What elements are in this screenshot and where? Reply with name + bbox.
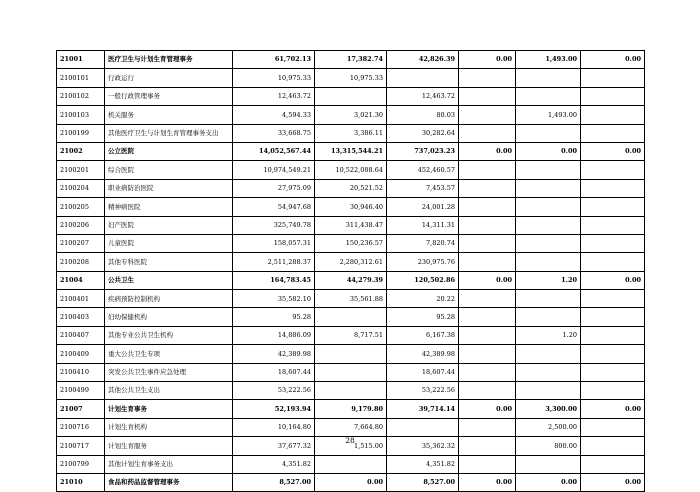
cell-col5: 1,493.00 [516, 51, 581, 69]
cell-col3 [387, 69, 459, 87]
cell-col6 [581, 345, 645, 363]
cell-name: 其他专科医院 [105, 253, 233, 271]
cell-col6 [581, 106, 645, 124]
cell-col6 [581, 198, 645, 216]
cell-col5: 1.20 [516, 326, 581, 344]
cell-col2 [315, 363, 387, 381]
cell-code: 2100103 [57, 106, 105, 124]
table-row [57, 142, 645, 160]
cell-code: 2100205 [57, 198, 105, 216]
cell-code: 2100403 [57, 308, 105, 326]
cell-col3: 24,001.28 [387, 198, 459, 216]
table-row [57, 473, 645, 491]
cell-total: 10,164.80 [233, 418, 315, 436]
cell-col6 [581, 363, 645, 381]
cell-code: 21010 [57, 473, 105, 491]
cell-col4 [459, 161, 516, 179]
cell-total: 33,668.75 [233, 124, 315, 142]
cell-col6 [581, 161, 645, 179]
cell-col6: 0.00 [581, 400, 645, 418]
cell-name: 精神病医院 [105, 198, 233, 216]
cell-col3: 6,167.38 [387, 326, 459, 344]
cell-col2: 20,521.52 [315, 179, 387, 197]
table-row [57, 106, 645, 124]
table-row [57, 87, 645, 105]
cell-total: 37,677.32 [233, 437, 315, 455]
table-row [57, 253, 645, 271]
cell-col5 [516, 290, 581, 308]
cell-col2: 30,946.40 [315, 198, 387, 216]
cell-col6 [581, 326, 645, 344]
cell-col6 [581, 124, 645, 142]
cell-col4: 0.00 [459, 473, 516, 491]
cell-total: 325,749.78 [233, 216, 315, 234]
cell-col2: 17,382.74 [315, 51, 387, 69]
cell-code: 21004 [57, 271, 105, 289]
cell-col3: 7,820.74 [387, 234, 459, 252]
cell-col4: 0.00 [459, 142, 516, 160]
cell-col2: 1,515.00 [315, 437, 387, 455]
cell-col6: 0.00 [581, 473, 645, 491]
cell-name: 职业病防治医院 [105, 179, 233, 197]
cell-col3 [387, 418, 459, 436]
cell-col4 [459, 234, 516, 252]
cell-col4 [459, 87, 516, 105]
cell-total: 2,511,288.37 [233, 253, 315, 271]
cell-name: 公立医院 [105, 142, 233, 160]
cell-code: 2100204 [57, 179, 105, 197]
cell-col5 [516, 382, 581, 400]
cell-total: 42,389.98 [233, 345, 315, 363]
cell-col4: 0.00 [459, 400, 516, 418]
cell-col5: 1,493.00 [516, 106, 581, 124]
cell-col3: 4,351.82 [387, 455, 459, 473]
cell-col6 [581, 234, 645, 252]
cell-col5 [516, 161, 581, 179]
cell-name: 其他公共卫生支出 [105, 382, 233, 400]
cell-col5: 3,300.00 [516, 400, 581, 418]
cell-name: 医疗卫生与计划生育管理事务 [105, 51, 233, 69]
cell-col6 [581, 216, 645, 234]
cell-code: 21001 [57, 51, 105, 69]
cell-col5 [516, 308, 581, 326]
cell-total: 53,222.56 [233, 382, 315, 400]
table-row [57, 400, 645, 418]
cell-total: 10,975.33 [233, 69, 315, 87]
cell-col3: 18,607.44 [387, 363, 459, 381]
cell-col4: 0.00 [459, 51, 516, 69]
cell-col2 [315, 87, 387, 105]
budget-table [56, 50, 645, 492]
cell-name: 疾病预防控制机构 [105, 290, 233, 308]
cell-col4 [459, 69, 516, 87]
cell-col5 [516, 363, 581, 381]
cell-col5 [516, 253, 581, 271]
cell-total: 10,974,549.21 [233, 161, 315, 179]
cell-col2: 13,315,544.21 [315, 142, 387, 160]
cell-total: 61,702.13 [233, 51, 315, 69]
cell-total: 4,594.33 [233, 106, 315, 124]
cell-col6 [581, 382, 645, 400]
cell-col2: 10,975.33 [315, 69, 387, 87]
cell-code: 2100101 [57, 69, 105, 87]
cell-col3: 120,502.86 [387, 271, 459, 289]
cell-col2: 311,438.47 [315, 216, 387, 234]
cell-code: 2100199 [57, 124, 105, 142]
cell-col3: 39,714.14 [387, 400, 459, 418]
cell-col4: 0.00 [459, 271, 516, 289]
cell-col3: 14,311.31 [387, 216, 459, 234]
cell-name: 计划生育事务 [105, 400, 233, 418]
cell-col5 [516, 198, 581, 216]
cell-col3: 20.22 [387, 290, 459, 308]
table-row [57, 345, 645, 363]
table-row [57, 124, 645, 142]
cell-col5 [516, 216, 581, 234]
cell-col2: 44,279.39 [315, 271, 387, 289]
cell-col3: 30,282.64 [387, 124, 459, 142]
cell-code: 2100716 [57, 418, 105, 436]
cell-col6 [581, 179, 645, 197]
table-row [57, 418, 645, 436]
cell-col3: 53,222.56 [387, 382, 459, 400]
cell-col2 [315, 308, 387, 326]
table-row [57, 290, 645, 308]
cell-col3: 80.03 [387, 106, 459, 124]
cell-col6 [581, 455, 645, 473]
cell-col6 [581, 290, 645, 308]
cell-col3: 35,362.32 [387, 437, 459, 455]
cell-code: 2100401 [57, 290, 105, 308]
cell-total: 164,783.45 [233, 271, 315, 289]
table-row [57, 161, 645, 179]
cell-col6 [581, 69, 645, 87]
table-row [57, 179, 645, 197]
cell-col4 [459, 124, 516, 142]
cell-col3: 452,460.57 [387, 161, 459, 179]
cell-col2 [315, 345, 387, 363]
cell-col4 [459, 198, 516, 216]
cell-col2: 150,236.57 [315, 234, 387, 252]
table-row [57, 198, 645, 216]
cell-col4 [459, 345, 516, 363]
table-row [57, 69, 645, 87]
page-number: 28 [345, 436, 355, 445]
cell-col5: 800.00 [516, 437, 581, 455]
cell-col3: 8,527.00 [387, 473, 459, 491]
cell-col5 [516, 69, 581, 87]
cell-col5 [516, 87, 581, 105]
cell-col2: 10,522,088.64 [315, 161, 387, 179]
cell-total: 4,351.82 [233, 455, 315, 473]
table-row [57, 382, 645, 400]
cell-name: 妇产医院 [105, 216, 233, 234]
cell-total: 8,527.00 [233, 473, 315, 491]
cell-total: 52,193.94 [233, 400, 315, 418]
cell-name: 重大公共卫生专项 [105, 345, 233, 363]
cell-col5 [516, 345, 581, 363]
cell-col4 [459, 326, 516, 344]
table-row [57, 326, 645, 344]
table-row [57, 363, 645, 381]
cell-code: 2100409 [57, 345, 105, 363]
cell-col2: 35,561.88 [315, 290, 387, 308]
cell-col3: 42,826.39 [387, 51, 459, 69]
cell-code: 21007 [57, 400, 105, 418]
cell-col2 [315, 455, 387, 473]
cell-col5: 0.00 [516, 473, 581, 491]
cell-name: 计划生育服务 [105, 437, 233, 455]
cell-name: 机关服务 [105, 106, 233, 124]
cell-code: 2100410 [57, 363, 105, 381]
cell-col4 [459, 382, 516, 400]
cell-total: 12,463.72 [233, 87, 315, 105]
cell-col2: 2,280,312.61 [315, 253, 387, 271]
cell-total: 35,582.10 [233, 290, 315, 308]
cell-name: 突发公共卫生事件应急处理 [105, 363, 233, 381]
cell-name: 食品和药品监督管理事务 [105, 473, 233, 491]
cell-col6: 0.00 [581, 51, 645, 69]
cell-code: 2100102 [57, 87, 105, 105]
table-row [57, 271, 645, 289]
cell-col4 [459, 179, 516, 197]
cell-col5: 2,500.00 [516, 418, 581, 436]
cell-code: 2100717 [57, 437, 105, 455]
cell-code: 21002 [57, 142, 105, 160]
table-row [57, 455, 645, 473]
cell-col5: 1.20 [516, 271, 581, 289]
cell-col4 [459, 216, 516, 234]
cell-total: 158,057.31 [233, 234, 315, 252]
cell-name: 计划生育机构 [105, 418, 233, 436]
cell-col4 [459, 106, 516, 124]
cell-col4 [459, 363, 516, 381]
cell-total: 54,947.68 [233, 198, 315, 216]
cell-col3: 737,023.23 [387, 142, 459, 160]
cell-total: 95.28 [233, 308, 315, 326]
cell-col6 [581, 418, 645, 436]
cell-col2: 8,717.51 [315, 326, 387, 344]
cell-col5 [516, 124, 581, 142]
cell-col6 [581, 87, 645, 105]
cell-col3: 7,453.57 [387, 179, 459, 197]
cell-col3: 230,975.76 [387, 253, 459, 271]
cell-col2 [315, 382, 387, 400]
table-row [57, 51, 645, 69]
cell-name: 行政运行 [105, 69, 233, 87]
cell-col3: 95.28 [387, 308, 459, 326]
cell-col2: 3,021.30 [315, 106, 387, 124]
cell-col4 [459, 253, 516, 271]
cell-total: 14,052,567.44 [233, 142, 315, 160]
cell-col5 [516, 179, 581, 197]
table-body [57, 51, 645, 492]
cell-col6 [581, 253, 645, 271]
cell-col5 [516, 234, 581, 252]
cell-col4 [459, 290, 516, 308]
cell-code: 2100207 [57, 234, 105, 252]
table-row [57, 234, 645, 252]
cell-name: 妇幼保健机构 [105, 308, 233, 326]
cell-col3: 12,463.72 [387, 87, 459, 105]
cell-col4 [459, 418, 516, 436]
cell-col4 [459, 455, 516, 473]
cell-col2: 9,179.80 [315, 400, 387, 418]
cell-code: 2100208 [57, 253, 105, 271]
cell-name: 一般行政管理事务 [105, 87, 233, 105]
cell-col4 [459, 308, 516, 326]
cell-col5: 0.00 [516, 142, 581, 160]
cell-name: 综合医院 [105, 161, 233, 179]
cell-code: 2100206 [57, 216, 105, 234]
cell-col2: 7,664.80 [315, 418, 387, 436]
cell-total: 27,975.09 [233, 179, 315, 197]
cell-code: 2100799 [57, 455, 105, 473]
cell-name: 其他计划生育事务支出 [105, 455, 233, 473]
cell-col6 [581, 308, 645, 326]
cell-name: 公共卫生 [105, 271, 233, 289]
cell-code: 2100407 [57, 326, 105, 344]
table-row [57, 308, 645, 326]
cell-col6: 0.00 [581, 271, 645, 289]
cell-code: 2100499 [57, 382, 105, 400]
cell-code: 2100201 [57, 161, 105, 179]
cell-col2: 0.00 [315, 473, 387, 491]
cell-col5 [516, 455, 581, 473]
cell-col3: 42,389.98 [387, 345, 459, 363]
cell-col6: 0.00 [581, 142, 645, 160]
cell-name: 其他医疗卫生与计划生育管理事务支出 [105, 124, 233, 142]
cell-total: 14,886.09 [233, 326, 315, 344]
cell-col2: 3,386.11 [315, 124, 387, 142]
table-row [57, 216, 645, 234]
cell-total: 18,607.44 [233, 363, 315, 381]
cell-name: 其他专业公共卫生机构 [105, 326, 233, 344]
cell-name: 儿童医院 [105, 234, 233, 252]
